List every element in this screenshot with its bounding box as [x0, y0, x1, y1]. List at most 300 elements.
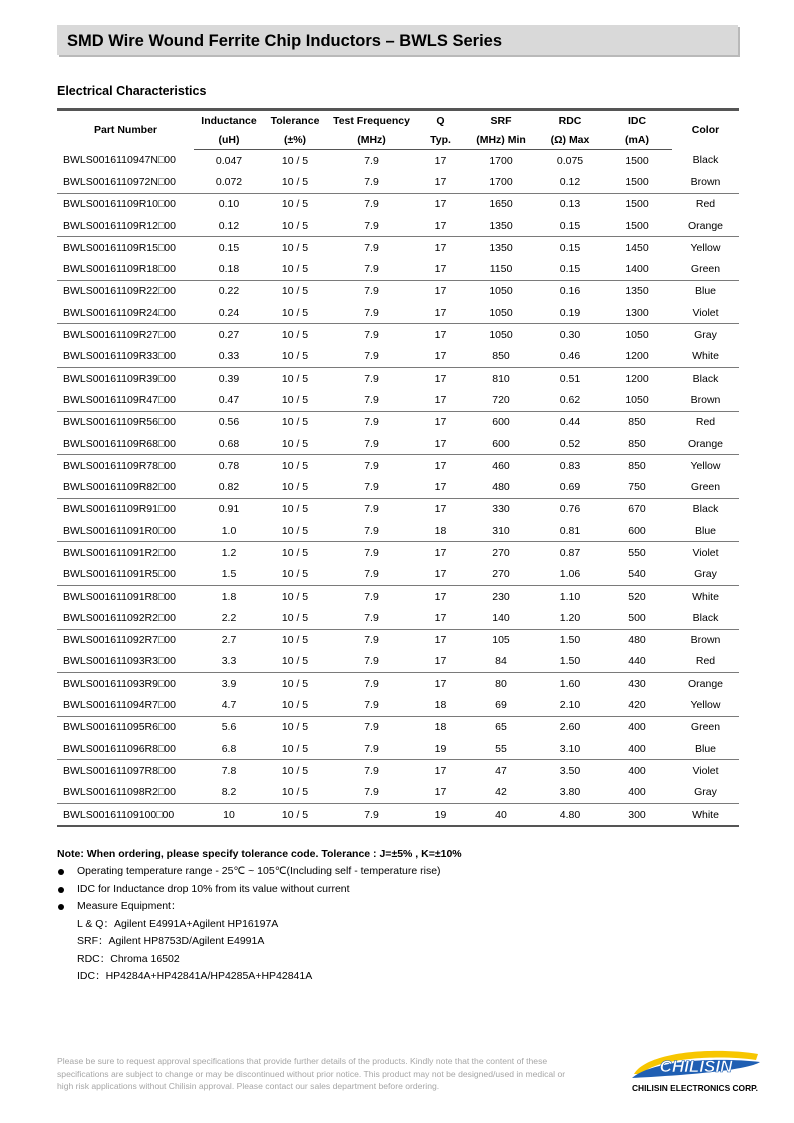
section-heading: Electrical Characteristics: [57, 84, 207, 98]
cell-rdc: 0.075: [556, 154, 584, 167]
header-row-top: [57, 110, 739, 131]
cell-color: White: [672, 346, 739, 368]
cell-inductance: 0.10: [218, 198, 240, 211]
cell-tolerance: 10 / 5: [281, 590, 309, 603]
cell-test-frequency: 7.9: [326, 520, 417, 542]
col-unit-rdc: (Ω) Max: [538, 130, 602, 150]
cell-srf: 310: [464, 520, 538, 542]
table-row: [57, 433, 739, 455]
cell-part-number: BWLS001611091R2□00: [63, 546, 176, 559]
cell-test-frequency: 7.9: [326, 782, 417, 804]
cell-inductance: 0.24: [194, 302, 264, 324]
cell-idc: 1500: [625, 198, 649, 211]
cell-inductance: 0.072: [194, 171, 264, 193]
cell-idc: 430: [628, 677, 646, 690]
cell-idc: 1050: [602, 389, 672, 411]
cell-part-number: BWLS001611093R9□00: [63, 677, 176, 690]
cell-inductance: 1.2: [221, 546, 237, 559]
cell-test-frequency: 7.9: [364, 764, 379, 777]
cell-q: 17: [434, 154, 447, 167]
cell-test-frequency: 7.9: [364, 503, 379, 516]
cell-color: Brown: [672, 171, 739, 193]
cell-q: 17: [434, 764, 447, 777]
table-row: [57, 237, 739, 259]
note-bullet-idc: [57, 881, 747, 899]
cell-idc: 400: [602, 738, 672, 760]
cell-test-frequency: 7.9: [326, 607, 417, 629]
cell-test-frequency: 7.9: [326, 433, 417, 455]
logo-wordmark: CHILISIN: [659, 1057, 733, 1076]
cell-rdc: 0.81: [538, 520, 602, 542]
cell-q: 18: [417, 694, 464, 716]
cell-idc: 1050: [625, 329, 649, 342]
cell-srf: 65: [495, 721, 507, 734]
cell-color: Blue: [672, 738, 739, 760]
cell-part-number: BWLS001611092R2□00: [57, 607, 194, 629]
cell-rdc: 0.15: [559, 241, 581, 254]
cell-test-frequency: 7.9: [326, 564, 417, 586]
cell-tolerance: 10 / 5: [264, 782, 326, 804]
cell-q: 19: [417, 738, 464, 760]
table-row: [57, 520, 739, 542]
cell-rdc: 0.19: [538, 302, 602, 324]
cell-srf: 1050: [464, 302, 538, 324]
cell-color: Black: [672, 607, 739, 629]
cell-rdc: 1.50: [559, 634, 581, 647]
cell-color: Yellow: [672, 694, 739, 716]
cell-tolerance: 10 / 5: [281, 546, 309, 559]
cell-q: 18: [417, 520, 464, 542]
table-row: [57, 564, 739, 586]
cell-q: 17: [417, 651, 464, 673]
cell-tolerance: 10 / 5: [281, 634, 309, 647]
disclaimer-line: high risk applications without Chilisin approval. Please contact our sales department before ordering.: [57, 1081, 440, 1091]
bullet-icon: [58, 869, 64, 875]
equipment-idc: IDC：HP4284A+HP42841A/HP4285A+HP42841A: [77, 970, 313, 982]
cell-color: Brown: [672, 389, 739, 411]
cell-q: 17: [417, 215, 464, 237]
cell-color: Green: [690, 721, 721, 734]
cell-q: 17: [417, 258, 464, 280]
cell-rdc: 0.51: [559, 372, 581, 385]
cell-color: Black: [692, 154, 719, 167]
cell-srf: 40: [464, 803, 538, 826]
cell-idc: 1450: [625, 241, 649, 254]
cell-inductance: 5.6: [221, 721, 237, 734]
cell-q: 17: [417, 782, 464, 804]
cell-color: Black: [692, 503, 719, 516]
cell-rdc: 2.60: [559, 721, 581, 734]
cell-srf: 600: [464, 433, 538, 455]
disclaimer-line: Please be sure to request approval specifications that provide further details of the products. Kindly note that the content of these: [57, 1056, 548, 1066]
cell-inductance: 0.047: [215, 154, 243, 167]
table-row: [57, 346, 739, 368]
cell-inductance: 10: [194, 803, 264, 826]
cell-inductance: 0.78: [218, 459, 240, 472]
cell-idc: 500: [602, 607, 672, 629]
cell-idc: 400: [628, 764, 646, 777]
cell-q: 17: [434, 241, 447, 254]
cell-q: 17: [434, 198, 447, 211]
cell-color: Yellow: [690, 241, 721, 254]
cell-srf: 230: [492, 590, 510, 603]
cell-inductance: 0.91: [218, 503, 240, 516]
col-header-color: Color: [672, 110, 739, 150]
cell-srf: 80: [495, 677, 507, 690]
cell-q: 17: [434, 459, 447, 472]
cell-test-frequency: 7.9: [364, 416, 379, 429]
cell-idc: 850: [628, 459, 646, 472]
cell-q: 17: [434, 416, 447, 429]
cell-part-number: BWLS001611095R6□00: [63, 721, 176, 734]
cell-idc: 520: [628, 590, 646, 603]
cell-inductance: 0.12: [194, 215, 264, 237]
note-text: Operating temperature range - 25℃ ~ 105℃(Including self - temperature rise): [77, 865, 441, 877]
table-row: [57, 803, 739, 826]
col-header-test-frequency: Test Frequency: [326, 110, 417, 131]
cell-srf: 720: [464, 389, 538, 411]
cell-rdc: 3.50: [559, 764, 581, 777]
cell-test-frequency: 7.9: [326, 651, 417, 673]
cell-inductance: 0.39: [218, 372, 240, 385]
cell-color: Red: [695, 416, 716, 429]
cell-idc: 600: [602, 520, 672, 542]
cell-test-frequency: 7.9: [326, 171, 417, 193]
cell-test-frequency: 7.9: [364, 677, 379, 690]
cell-tolerance: 10 / 5: [264, 346, 326, 368]
cell-q: 17: [417, 346, 464, 368]
cell-tolerance: 10 / 5: [264, 171, 326, 193]
cell-inductance: 0.18: [194, 258, 264, 280]
cell-color: Blue: [694, 285, 716, 298]
cell-test-frequency: 7.9: [326, 738, 417, 760]
cell-q: 17: [417, 564, 464, 586]
col-unit-idc: (mA): [602, 130, 672, 150]
cell-test-frequency: 7.9: [326, 803, 417, 826]
cell-idc: 1500: [625, 154, 649, 167]
cell-inductance: 6.8: [194, 738, 264, 760]
cell-part-number: BWLS001611091R8□00: [63, 590, 176, 603]
cell-part-number: BWLS00161109R82□00: [57, 476, 194, 498]
table-row: [57, 455, 739, 477]
cell-q: 17: [417, 389, 464, 411]
cell-test-frequency: 7.9: [364, 459, 379, 472]
col-unit-q: Typ.: [417, 130, 464, 150]
cell-part-number: BWLS00161109R27□00: [63, 329, 176, 342]
cell-color: Brown: [690, 634, 721, 647]
cell-part-number: BWLS00161109R12□00: [57, 215, 194, 237]
cell-inductance: 0.15: [218, 241, 240, 254]
cell-rdc: 0.16: [559, 285, 581, 298]
col-unit-test-frequency: (MHz): [326, 130, 417, 150]
cell-color: Violet: [692, 546, 719, 559]
cell-rdc: 2.10: [538, 694, 602, 716]
cell-part-number: BWLS0016110947N□00: [63, 154, 176, 167]
cell-tolerance: 10 / 5: [264, 476, 326, 498]
cell-srf: 270: [492, 546, 510, 559]
table-row: [57, 760, 739, 782]
footer-disclaimer: [57, 1055, 617, 1093]
cell-color: Violet: [692, 764, 719, 777]
cell-part-number: BWLS00161109R91□00: [63, 503, 176, 516]
cell-inductance: 0.47: [194, 389, 264, 411]
equipment-rdc: RDC：Chroma 16502: [77, 952, 180, 965]
cell-test-frequency: 7.9: [364, 721, 379, 734]
cell-rdc: 1.06: [538, 564, 602, 586]
cell-tolerance: 10 / 5: [281, 372, 309, 385]
cell-color: Green: [672, 476, 739, 498]
cell-rdc: 1.50: [538, 651, 602, 673]
cell-q: 17: [417, 171, 464, 193]
cell-idc: 1200: [602, 346, 672, 368]
cell-rdc: 0.76: [559, 503, 581, 516]
table-row: [57, 498, 739, 520]
cell-color: Gray: [672, 564, 739, 586]
cell-tolerance: 10 / 5: [281, 154, 309, 167]
cell-idc: 440: [602, 651, 672, 673]
table-row: [57, 782, 739, 804]
cell-test-frequency: 7.9: [364, 285, 379, 298]
cell-part-number: BWLS00161109100□00: [57, 803, 194, 826]
cell-color: Green: [672, 258, 739, 280]
cell-rdc: 0.83: [559, 459, 581, 472]
cell-idc: 1500: [602, 171, 672, 193]
table-row: [57, 193, 739, 215]
cell-srf: 69: [464, 694, 538, 716]
cell-idc: 400: [628, 721, 646, 734]
cell-color: Red: [695, 198, 716, 211]
cell-srf: 1650: [489, 198, 513, 211]
cell-inductance: 2.7: [221, 634, 237, 647]
cell-test-frequency: 7.9: [364, 154, 379, 167]
cell-rdc: 3.80: [538, 782, 602, 804]
cell-idc: 850: [628, 416, 646, 429]
cell-q: 17: [434, 372, 447, 385]
cell-srf: 810: [492, 372, 510, 385]
cell-q: 17: [434, 285, 447, 298]
cell-color: Yellow: [690, 459, 721, 472]
cell-srf: 1700: [489, 154, 513, 167]
cell-test-frequency: 7.9: [364, 372, 379, 385]
cell-tolerance: 10 / 5: [281, 198, 309, 211]
cell-rdc: 0.15: [538, 258, 602, 280]
cell-tolerance: 10 / 5: [281, 503, 309, 516]
table-row: [57, 673, 739, 695]
cell-test-frequency: 7.9: [326, 346, 417, 368]
cell-tolerance: 10 / 5: [281, 416, 309, 429]
company-name: CHILISIN ELECTRONICS CORP.: [632, 1083, 758, 1093]
table-row: [57, 302, 739, 324]
cell-test-frequency: 7.9: [364, 546, 379, 559]
table-body: [57, 150, 739, 827]
cell-q: 18: [434, 721, 447, 734]
cell-srf: 105: [492, 634, 510, 647]
cell-tolerance: 10 / 5: [281, 329, 309, 342]
table-row: [57, 411, 739, 433]
cell-color: Blue: [672, 520, 739, 542]
cell-color: Gray: [694, 329, 717, 342]
cell-srf: 270: [464, 564, 538, 586]
cell-color: Orange: [672, 215, 739, 237]
cell-test-frequency: 7.9: [364, 329, 379, 342]
cell-q: 17: [417, 607, 464, 629]
title-bar: [57, 25, 738, 55]
cell-rdc: 0.52: [538, 433, 602, 455]
cell-part-number: BWLS00161109R33□00: [57, 346, 194, 368]
cell-color: Orange: [687, 677, 724, 690]
col-unit-srf: (MHz) Min: [464, 130, 538, 150]
cell-srf: 1350: [464, 215, 538, 237]
cell-part-number: BWLS00161109R68□00: [57, 433, 194, 455]
cell-srf: 850: [464, 346, 538, 368]
cell-part-number: BWLS00161109R24□00: [57, 302, 194, 324]
cell-part-number: BWLS001611093R3□00: [57, 651, 194, 673]
cell-part-number: BWLS00161109R15□00: [63, 241, 176, 254]
cell-rdc: 0.44: [559, 416, 581, 429]
cell-idc: 300: [602, 803, 672, 826]
cell-srf: 55: [464, 738, 538, 760]
cell-idc: 1500: [602, 215, 672, 237]
table-row: [57, 629, 739, 651]
cell-color: Violet: [672, 302, 739, 324]
cell-srf: 84: [464, 651, 538, 673]
cell-idc: 850: [602, 433, 672, 455]
cell-srf: 1050: [489, 285, 513, 298]
cell-srf: 140: [464, 607, 538, 629]
cell-q: 17: [434, 590, 447, 603]
cell-q: 17: [417, 302, 464, 324]
cell-part-number: BWLS001611091R0□00: [57, 520, 194, 542]
col-unit-inductance: (uH): [194, 130, 264, 150]
cell-idc: 540: [602, 564, 672, 586]
notes-section: [57, 848, 747, 986]
cell-idc: 420: [602, 694, 672, 716]
cell-rdc: 1.20: [538, 607, 602, 629]
cell-part-number: BWLS00161109R39□00: [63, 372, 176, 385]
cell-tolerance: 10 / 5: [264, 215, 326, 237]
cell-part-number: BWLS001611097R8□00: [63, 764, 176, 777]
cell-tolerance: 10 / 5: [264, 520, 326, 542]
table-row: [57, 389, 739, 411]
cell-tolerance: 10 / 5: [281, 677, 309, 690]
cell-part-number: BWLS001611092R7□00: [63, 634, 176, 647]
equipment-srf: SRF：Agilent HP8753D/Agilent E4991A: [77, 935, 265, 947]
table-row: [57, 651, 739, 673]
cell-idc: 1350: [625, 285, 649, 298]
cell-srf: 47: [495, 764, 507, 777]
cell-part-number: BWLS001611096R8□00: [57, 738, 194, 760]
bullet-icon: [58, 904, 64, 910]
cell-q: 17: [434, 634, 447, 647]
cell-idc: 480: [628, 634, 646, 647]
cell-color: Gray: [672, 782, 739, 804]
cell-srf: 480: [464, 476, 538, 498]
cell-inductance: 0.33: [194, 346, 264, 368]
table-row: [57, 215, 739, 237]
cell-srf: 600: [492, 416, 510, 429]
cell-inductance: 1.5: [194, 564, 264, 586]
cell-q: 17: [434, 329, 447, 342]
cell-tolerance: 10 / 5: [264, 607, 326, 629]
cell-part-number: BWLS00161109R18□00: [57, 258, 194, 280]
col-header-rdc: RDC: [538, 110, 602, 131]
cell-rdc: 0.69: [538, 476, 602, 498]
cell-idc: 400: [602, 782, 672, 804]
cell-tolerance: 10 / 5: [264, 433, 326, 455]
note-bullet-equipment: [57, 898, 747, 916]
table-row: [57, 716, 739, 738]
cell-inductance: 0.68: [194, 433, 264, 455]
cell-inductance: 2.2: [194, 607, 264, 629]
cell-tolerance: 10 / 5: [264, 803, 326, 826]
cell-rdc: 0.87: [559, 546, 581, 559]
note-text: IDC for Inductance drop 10% from its value without current: [77, 882, 350, 895]
cell-tolerance: 10 / 5: [264, 258, 326, 280]
cell-q: 17: [434, 546, 447, 559]
bullet-icon: [58, 887, 64, 893]
cell-idc: 1300: [602, 302, 672, 324]
cell-part-number: BWLS001611091R5□00: [57, 564, 194, 586]
cell-color: White: [692, 590, 719, 603]
cell-part-number: BWLS00161109R22□00: [63, 285, 176, 298]
cell-tolerance: 10 / 5: [281, 241, 309, 254]
cell-test-frequency: 7.9: [364, 634, 379, 647]
cell-rdc: 0.13: [559, 198, 581, 211]
cell-inductance: 0.27: [218, 329, 240, 342]
cell-srf: 460: [492, 459, 510, 472]
cell-inductance: 3.3: [194, 651, 264, 673]
table-row: [57, 324, 739, 346]
cell-tolerance: 10 / 5: [264, 302, 326, 324]
ordering-note: Note: When ordering, please specify tolerance code. Tolerance : J=±5% , K=±10%: [57, 848, 462, 860]
cell-tolerance: 10 / 5: [281, 721, 309, 734]
cell-idc: 1200: [625, 372, 649, 385]
cell-part-number: BWLS00161109R47□00: [57, 389, 194, 411]
cell-idc: 1400: [602, 258, 672, 280]
cell-idc: 670: [628, 503, 646, 516]
cell-test-frequency: 7.9: [326, 258, 417, 280]
table-row: [57, 694, 739, 716]
cell-part-number: BWLS00161109R10□00: [63, 198, 176, 211]
cell-test-frequency: 7.9: [364, 198, 379, 211]
cell-rdc: 0.12: [538, 171, 602, 193]
table-row: [57, 150, 739, 172]
cell-test-frequency: 7.9: [326, 215, 417, 237]
col-header-idc: IDC: [602, 110, 672, 131]
cell-tolerance: 10 / 5: [281, 459, 309, 472]
cell-inductance: 8.2: [194, 782, 264, 804]
cell-tolerance: 10 / 5: [281, 764, 309, 777]
cell-srf: 42: [464, 782, 538, 804]
cell-rdc: 1.10: [559, 590, 581, 603]
table-row: [57, 171, 739, 193]
cell-test-frequency: 7.9: [326, 302, 417, 324]
col-header-tolerance: Tolerance: [264, 110, 326, 131]
cell-rdc: 0.15: [538, 215, 602, 237]
cell-srf: 1350: [489, 241, 513, 254]
table-row: [57, 258, 739, 280]
cell-rdc: 1.60: [559, 677, 581, 690]
cell-tolerance: 10 / 5: [264, 651, 326, 673]
equipment-lq: L & Q：Agilent E4991A+Agilent HP16197A: [77, 917, 279, 930]
cell-color: Orange: [672, 433, 739, 455]
cell-idc: 750: [602, 476, 672, 498]
cell-part-number: BWLS00161109R78□00: [63, 459, 176, 472]
cell-tolerance: 10 / 5: [264, 564, 326, 586]
cell-tolerance: 10 / 5: [264, 389, 326, 411]
cell-srf: 1050: [489, 329, 513, 342]
cell-color: Black: [692, 372, 719, 385]
